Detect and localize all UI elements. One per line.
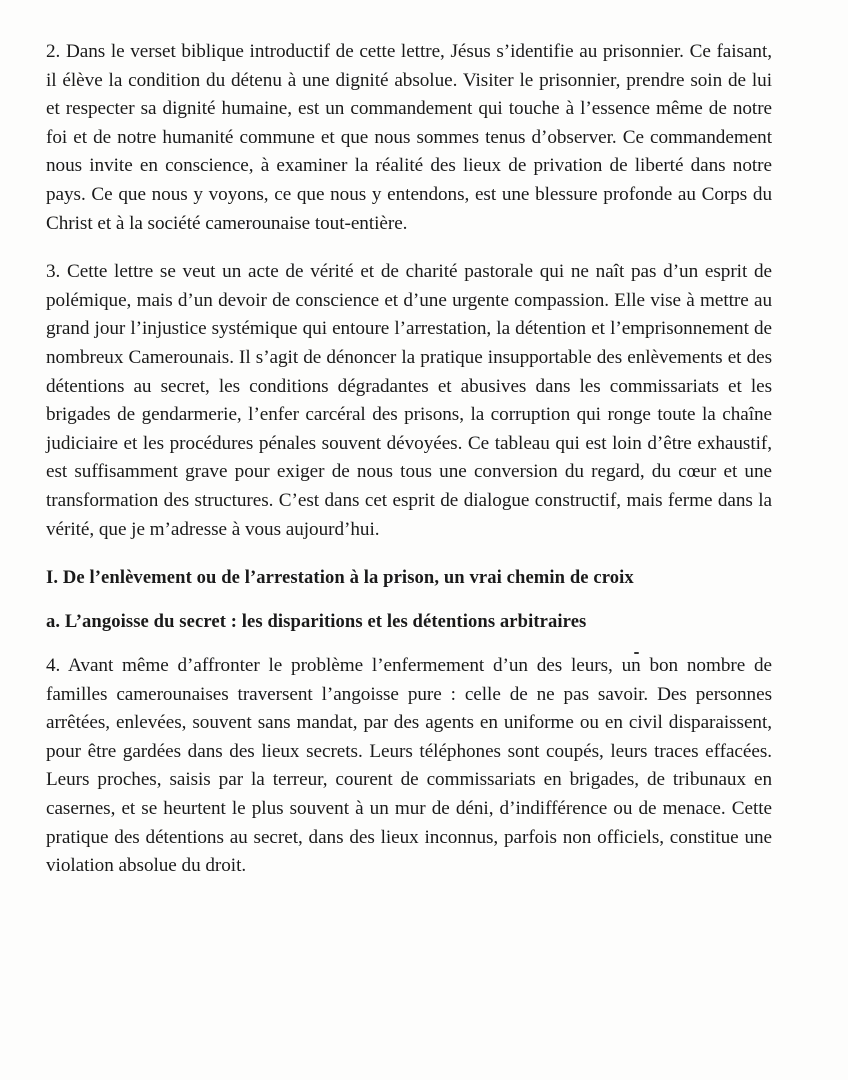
scan-speck	[634, 652, 639, 654]
paragraph-3: 3. Cette lettre se veut un acte de vérité et de charité pastorale qui ne naît pas d’un esprit de polémique, mais d’un devoir de conscience et d’une urgente compassion. Elle vise à mettre au grand jour l’injustice systémique qui entoure l’arrestation, la détention et l’emprisonnement de nombreux Camerounais. Il s’agit de dénoncer la pratique insupportable des enlèvements et des détentions au secret, les conditions dégradantes et abusives dans les commissariats et les brigades de gendarmerie, l’enfer carcéral des prisons, la corruption qui ronge toute la chaîne judiciaire et les procédures pénales souvent dévoyées. Ce tableau qui est loin d’être exhaustif, est suffisamment grave pour exiger de nous tous une conversion du regard, du cœur et une transformation des structures. C’est dans cet esprit de dialogue constructif, mais ferme dans la vérité, que je m’adresse à vous aujourd’hui.	[46, 261, 772, 540]
subsection-heading: a. L’angoisse du secret : les disparitions et les détentions arbitraires	[46, 611, 587, 633]
paragraph-4: 4. Avant même d’affronter le problème l’enfermement d’un des leurs, un bon nombre de familles camerounaises traversent l’angoisse pure : celle de ne pas savoir. Des personnes arrêtées, enlevées, souvent sans mandat, par des agents en uniforme ou en civil disparaissent, pour être gardées dans des lieux secrets. Leurs téléphones sont coupés, leurs traces effacées. Leurs proches, saisis par la terreur, courent de commissariats en brigades, de tribunaux en casernes, et se heurtent le plus souvent à un mur de déni, d’indifférence ou de menace. Cette pratique des détentions au secret, dans des lieux inconnus, parfois non officiels, constitue une violation absolue du droit.	[46, 655, 772, 877]
paragraph-2: 2. Dans le verset biblique introductif de cette lettre, Jésus s’identifie au prisonnier. Ce faisant, il élève la condition du détenu à une dignité absolue. Visiter le prisonnier, prendre soin de lui et respecter sa dignité humaine, est un commandement qui touche à l’essence même de notre foi et de notre humanité commune et que nous sommes tenus d’observer. Ce commandement nous invite en conscience, à examiner la réalité des lieux de privation de liberté dans notre pays. Ce que nous y voyons, ce que nous y entendons, est une blessure profonde au Corps du Christ et à la société camerounaise tout-entière.	[46, 41, 772, 234]
page-content	[46, 38, 772, 901]
section-heading: I. De l’enlèvement ou de l’arrestation à la prison, un vrai chemin de croix	[46, 567, 634, 589]
